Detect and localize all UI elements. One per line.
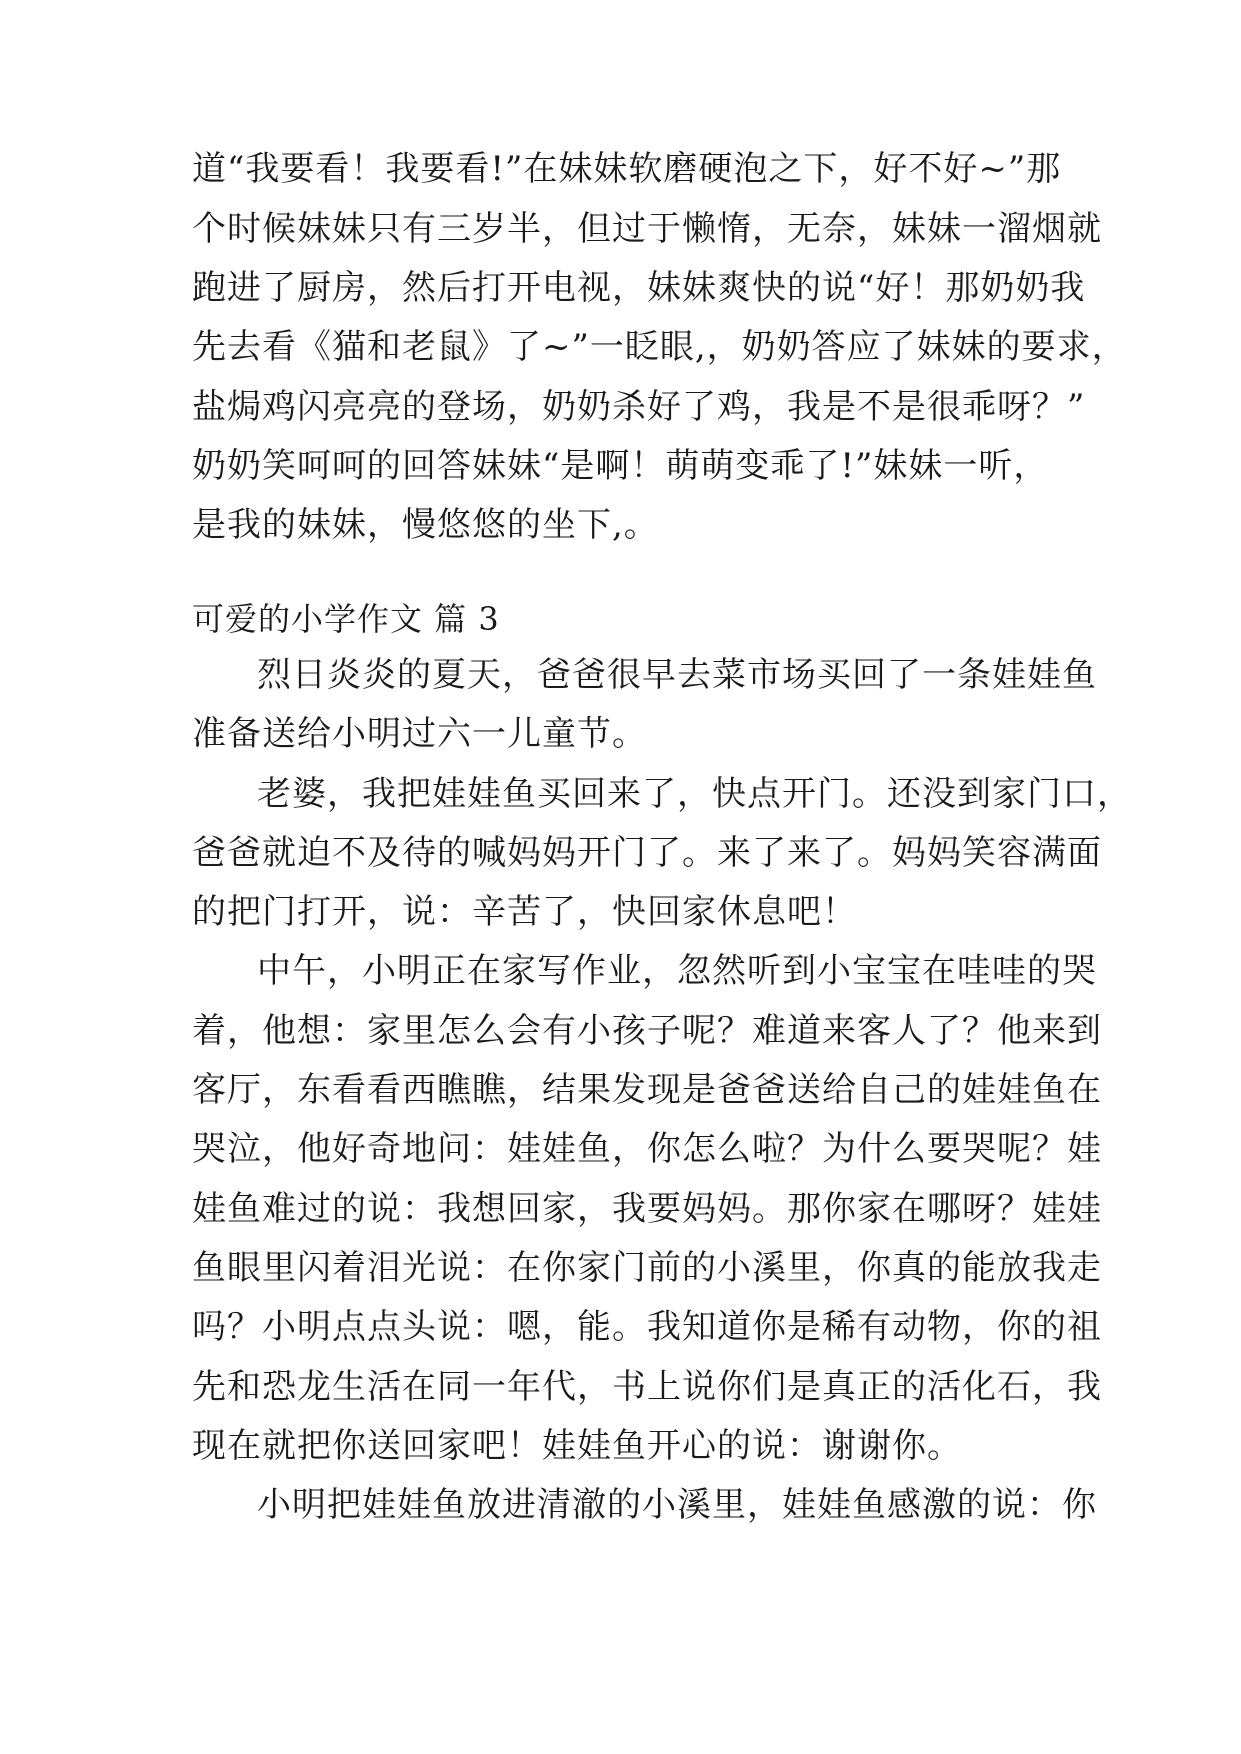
text-line: 哭泣，他好奇地问：娃娃鱼，你怎么啦？为什么要哭呢？娃 [192, 1129, 1102, 1169]
text-line: 跑进了厨房，然后打开电视，妹妹爽快的说“好！那奶奶我 [192, 268, 1086, 308]
text-line: 鱼眼里闪着泪光说：在你家门前的小溪里，你真的能放我走 [192, 1248, 1102, 1288]
text-line: 娃鱼难过的说：我想回家，我要妈妈。那你家在哪呀？娃娃 [192, 1189, 1102, 1229]
text-line: 现在就把你送回家吧！娃娃鱼开心的说：谢谢你。 [192, 1426, 962, 1466]
text-line: 爸爸就迫不及待的喊妈妈开门了。来了来了。妈妈笑容满面 [192, 833, 1102, 873]
text-line: 奶奶笑呵呵的回答妹妹“是啊！萌萌变乖了!”妹妹一听， [192, 446, 1049, 486]
text-line: 吗？小明点点头说：嗯，能。我知道你是稀有动物，你的祖 [192, 1307, 1102, 1347]
text-line: 中午，小明正在家写作业，忽然听到小宝宝在哇哇的哭 [257, 951, 1097, 991]
text-line: 着，他想：家里怎么会有小孩子呢？难道来客人了？他来到 [192, 1011, 1102, 1051]
text-line: 先去看《猫和老鼠》了~”一眨眼,，奶奶答应了妹妹的要求， [192, 327, 1127, 367]
text-line: 盐焗鸡闪亮亮的登场，奶奶杀好了鸡，我是不是很乖呀？” [192, 387, 1086, 427]
text-line: 烈日炎炎的夏天，爸爸很早去菜市场买回了一条娃娃鱼 [257, 655, 1097, 695]
text-line: 准备送给小明过六一儿童节。 [192, 714, 647, 754]
text-line: 客厅，东看看西瞧瞧，结果发现是爸爸送给自己的娃娃鱼在 [192, 1070, 1102, 1110]
section-title: 可爱的小学作文 篇 3 [192, 600, 500, 638]
text-line: 是我的妹妹，慢悠悠的坐下,。 [192, 505, 659, 545]
text-line: 的把门打开，说：辛苦了，快回家休息吧！ [192, 892, 857, 932]
text-line: 道“我要看！我要看!”在妹妹软磨硬泡之下，好不好~”那 [192, 149, 1062, 189]
text-line: 先和恐龙生活在同一年代，书上说你们是真正的活化石，我 [192, 1367, 1102, 1407]
text-line: 小明把娃娃鱼放进清澈的小溪里，娃娃鱼感激的说：你 [257, 1485, 1097, 1525]
text-line: 个时候妹妹只有三岁半，但过于懒惰，无奈，妹妹一溜烟就 [192, 209, 1102, 249]
text-line: 老婆，我把娃娃鱼买回来了，快点开门。还没到家门口， [257, 774, 1132, 814]
